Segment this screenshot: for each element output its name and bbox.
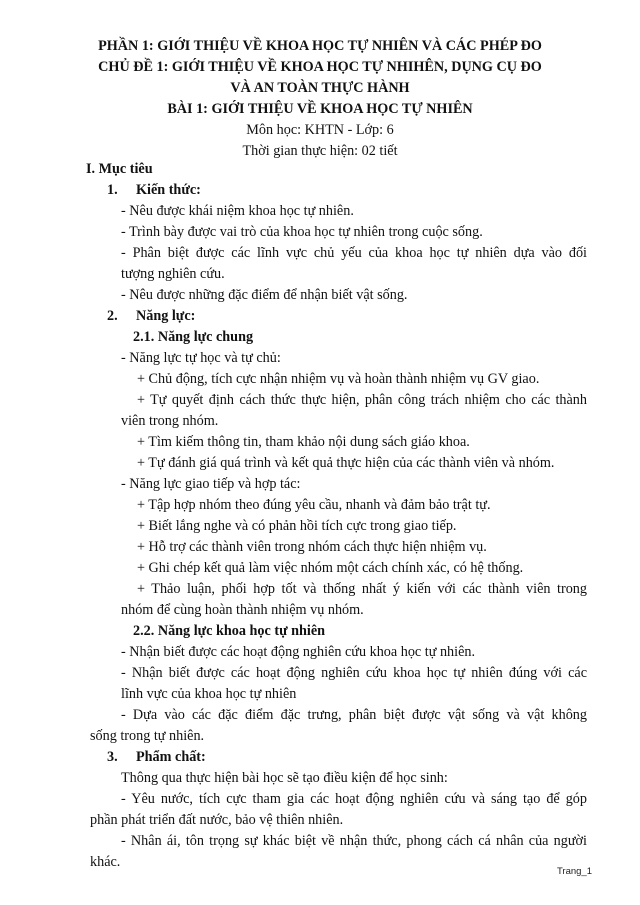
competence-line: + Tìm kiếm thông tin, tham khảo nội dung sách giáo khoa.	[137, 434, 470, 450]
competence-line: + Tập hợp nhóm theo đúng yêu cầu, nhanh và đảm bảo trật tự.	[137, 497, 491, 513]
competence-line: - Năng lực tự học và tự chủ:	[121, 350, 281, 366]
part-title: PHẦN 1: GIỚI THIỆU VỀ KHOA HỌC TỰ NHIÊN VÀ CÁC PHÉP ĐO	[98, 38, 542, 54]
competence-heading: Năng lực:	[136, 308, 196, 324]
qualities-heading: Phẩm chất:	[136, 749, 206, 765]
knowledge-item: - Nêu được khái niệm khoa học tự nhiên.	[121, 203, 354, 219]
knowledge-number: 1.	[107, 182, 118, 198]
qualities-line-cont: phần phát triển đất nước, bảo vệ thiên nhiên.	[90, 812, 344, 828]
competence-line: + Thảo luận, phối hợp tốt và thống nhất ý kiến với các thành viên trong	[137, 581, 587, 597]
topic-title-cont: VÀ AN TOÀN THỰC HÀNH	[230, 80, 410, 96]
science-line: - Nhận biết được các hoạt động nghiên cứu khoa học tự nhiên.	[121, 644, 476, 660]
competence-line-cont: nhóm để cùng hoàn thành nhiệm vụ nhóm.	[121, 602, 364, 618]
competence-line: + Hỗ trợ các thành viên trong nhóm cách thực hiện nhiệm vụ.	[137, 539, 487, 555]
qualities-line: - Yêu nước, tích cực tham gia các hoạt động nghiên cứu và sáng tạo để góp	[121, 791, 587, 807]
competence-number: 2.	[107, 308, 118, 324]
competence-line: + Tự đánh giá quá trình và kết quả thực hiện của các thành viên và nhóm.	[137, 455, 555, 471]
science-competence-heading: 2.2. Năng lực khoa học tự nhiên	[133, 623, 326, 639]
competence-line: - Năng lực giao tiếp và hợp tác:	[121, 476, 301, 492]
section-title: I. Mục tiêu	[86, 161, 153, 177]
knowledge-item: - Nêu được những đặc điểm để nhận biết vật sống.	[121, 287, 408, 303]
qualities-line: - Nhân ái, tôn trọng sự khác biệt về nhận thức, phong cách cá nhân của người	[121, 833, 587, 849]
competence-line: + Biết lắng nghe và có phản hồi tích cực trong giao tiếp.	[137, 518, 457, 534]
topic-title: CHỦ ĐỀ 1: GIỚI THIỆU VỀ KHOA HỌC TỰ NHIHÊN, DỤNG CỤ ĐO	[98, 59, 542, 75]
page-number: Trang_1	[556, 866, 592, 877]
science-line-cont: lĩnh vực của khoa học tự nhiên	[121, 686, 297, 702]
qualities-number: 3.	[107, 749, 118, 765]
knowledge-item: - Trình bày được vai trò của khoa học tự nhiên trong cuộc sống.	[121, 224, 483, 240]
subject-line: Môn học: KHTN - Lớp: 6	[246, 122, 394, 138]
science-line: - Dựa vào các đặc điểm đặc trưng, phân biệt được vật sống và vật không	[121, 707, 587, 723]
duration-line: Thời gian thực hiện: 02 tiết	[242, 143, 398, 159]
knowledge-item: - Phân biệt được các lĩnh vực chủ yếu của khoa học tự nhiên dựa vào đối	[121, 245, 587, 261]
competence-line-cont: viên trong nhóm.	[121, 413, 219, 429]
qualities-line-cont: khác.	[90, 854, 121, 870]
competence-line: + Tự quyết định cách thức thực hiện, phân công trách nhiệm cho các thành	[137, 392, 587, 408]
qualities-line: Thông qua thực hiện bài học sẽ tạo điều kiện để học sinh:	[121, 770, 448, 786]
document-header	[0, 36, 640, 162]
knowledge-heading: Kiến thức:	[136, 182, 201, 198]
science-line: - Nhận biết được các hoạt động nghiên cứu khoa học tự nhiên đúng với các	[121, 665, 587, 681]
lesson-title: BÀI 1: GIỚI THIỆU VỀ KHOA HỌC TỰ NHIÊN	[167, 101, 473, 117]
knowledge-item-cont: tượng nghiên cứu.	[121, 266, 225, 282]
general-competence-heading: 2.1. Năng lực chung	[133, 329, 254, 345]
competence-line: + Ghi chép kết quả làm việc nhóm một cách chính xác, có hệ thống.	[137, 560, 524, 576]
science-line-cont: sống trong tự nhiên.	[90, 728, 205, 744]
competence-line: + Chủ động, tích cực nhận nhiệm vụ và hoàn thành nhiệm vụ GV giao.	[137, 371, 540, 387]
